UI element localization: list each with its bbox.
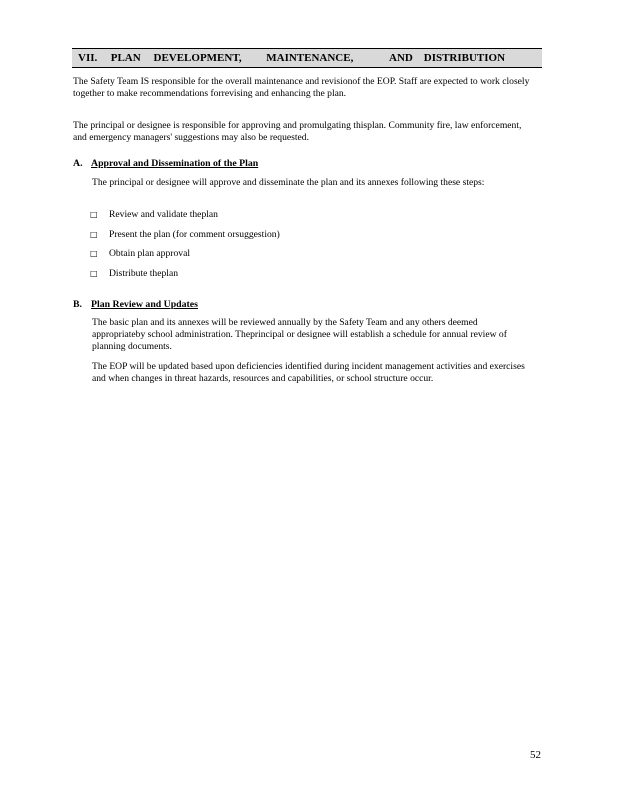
approval-steps-list [90,209,280,287]
subsection-a-heading [73,158,268,170]
checkbox-bullet-icon: □ [90,249,98,258]
section-title-word: DISTRIBUTION [423,52,506,64]
checkbox-bullet-icon: □ [90,268,98,278]
list-item [90,248,280,268]
subsection-letter: B. [73,299,82,310]
subsection-letter: A. [73,158,83,169]
list-item-text: Present the plan (for comment orsuggestion) [109,228,280,240]
subsection-b-paragraph-2: The EOP will be updated based upon deficiencies identified during incident management activities and exercises and when changes in threat hazards, resources and capabilities, or school structure occur. [92,361,525,384]
page-number: 52 [530,749,541,761]
section-header [72,48,542,68]
intro-paragraph-1: The Safety Team IS responsible for the overall maintenance and revisionof the EOP. Staff are expected to work closely together to make recommendations forrevising and enhancing the plan. [73,76,530,99]
list-item [90,268,280,288]
section-number: VII. [78,52,98,64]
list-item [90,229,280,249]
list-item-text: Obtain plan approval [109,248,190,259]
list-item [90,209,280,229]
section-title-word: DEVELOPMENT, [153,52,242,64]
subsection-a-intro: The principal or designee will approve and disseminate the plan and its annexes following these steps: [92,177,485,188]
section-title-word: PLAN [110,52,141,64]
checkbox-bullet-icon: □ [90,229,98,239]
intro-paragraph-2: The principal or designee is responsible for approving and promulgating thisplan. Community fire, law enforcement, and emergency managers' suggestions may also be requested. [73,120,522,143]
section-title-word: MAINTENANCE, [266,52,354,64]
subsection-title: Plan Review and Updates [91,299,198,310]
list-item-text: Review and validate theplan [109,209,218,220]
checkbox-bullet-icon: □ [90,210,98,219]
subsection-title: Approval and Dissemination of the Plan [91,158,259,169]
subsection-b-paragraph-1: The basic plan and its annexes will be reviewed annually by the Safety Team and any others deemed appropriateby school administration. Theprincipal or designee will establish a schedule for annual review of planning documents. [92,317,507,352]
subsection-b-heading [73,299,208,311]
section-title-word: AND [389,52,413,64]
list-item-text: Distribute theplan [109,267,179,279]
